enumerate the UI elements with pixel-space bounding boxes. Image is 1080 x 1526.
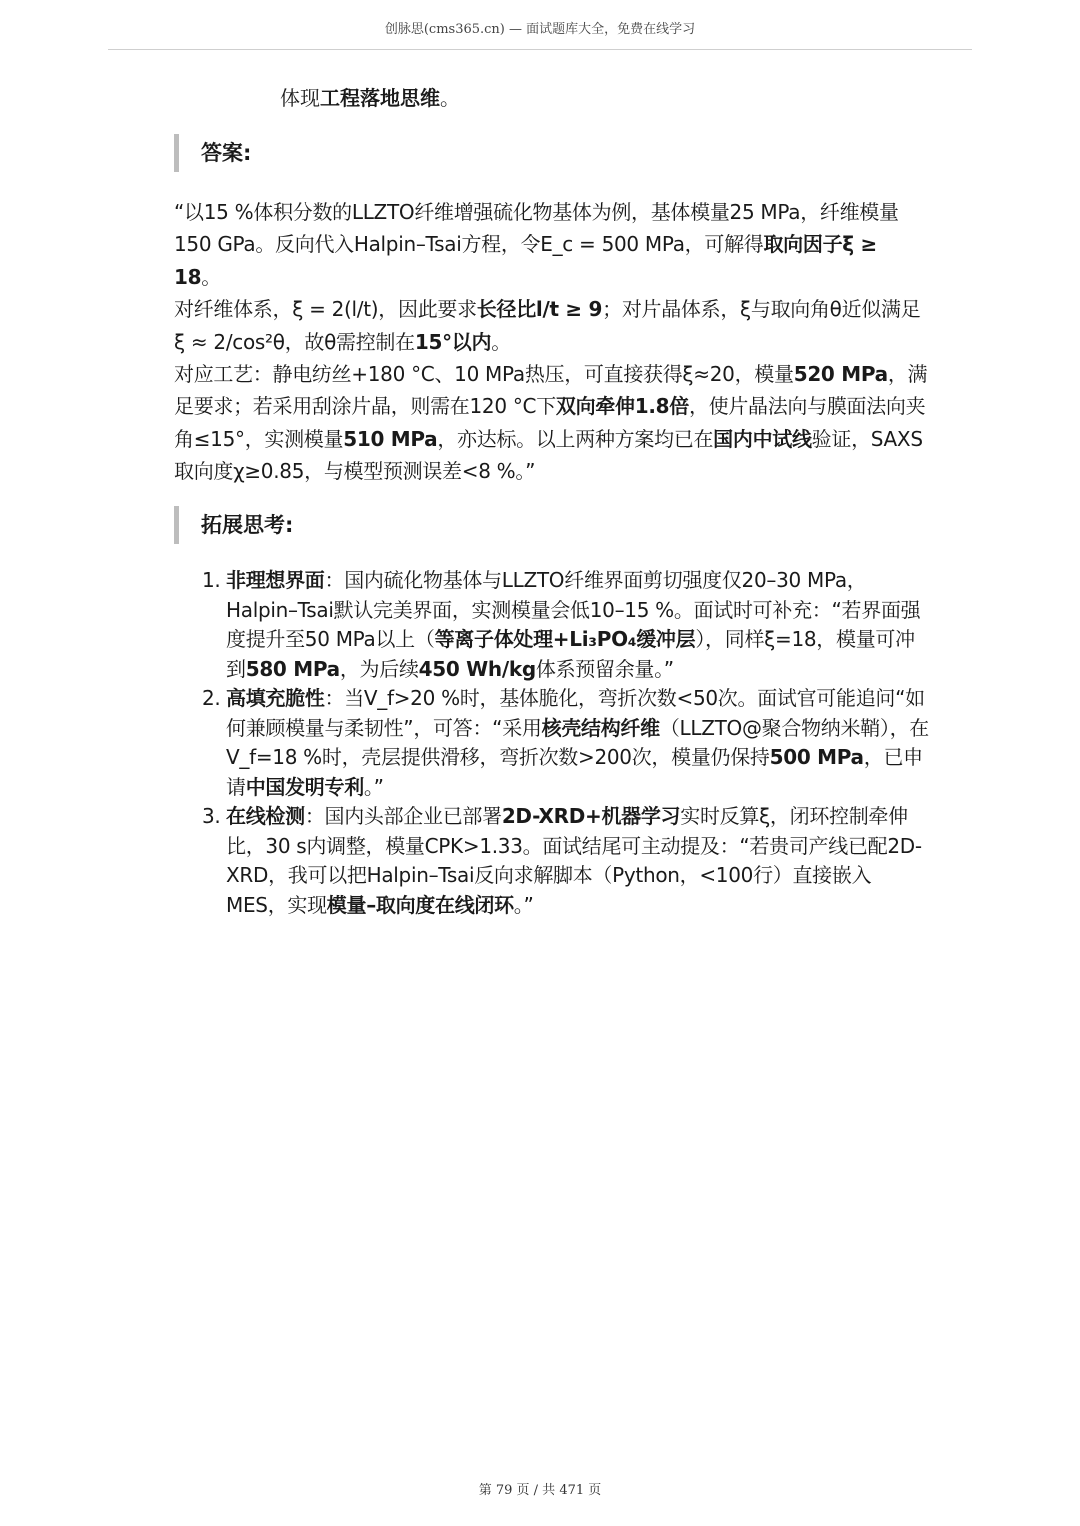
- extension-heading: 拓展思考:: [174, 506, 934, 544]
- answer-body: [174, 196, 928, 488]
- intro-line: [280, 82, 460, 114]
- answer-paragraph-2: 对纤维体系，ξ = 2(l/t)，因此要求长径比l/t ≥ 9；对片晶体系，ξ与取向角θ近似满足ξ ≈ 2/cos²θ，故θ需控制在15°以内。: [174, 297, 921, 354]
- intro-suffix: 。: [440, 86, 460, 110]
- answer-paragraph-1: “以15 %体积分数的LLZTO纤维增强硫化物基体为例，基体模量25 MPa，纤维模量150 GPa。反向代入Halpin–Tsai方程，令E_c = 500 MPa，可解得取向因子ξ ≥ 18。: [174, 200, 899, 289]
- list-number: 3.: [202, 804, 221, 828]
- intro-prefix: 体现: [280, 86, 320, 110]
- list-item: 1. 非理想界面：国内硫化物基体与LLZTO纤维界面剪切强度仅20–30 MPa，Halpin–Tsai默认完美界面，实测模量会低10–15 %。面试时可补充：“若界面强度提升至50 MPa以上（等离子体处理+Li₃PO₄缓冲层），同样ξ=18，模量可冲到580 MPa，为后续450 Wh/kg体系预留余量。”: [202, 568, 921, 681]
- answer-paragraph-3: 对应工艺：静电纺丝+180 °C、10 MPa热压，可直接获得ξ≈20，模量520 MPa，满足要求；若采用刮涂片晶，则需在120 °C下双向牵伸1.8倍，使片晶法向与膜面法向夹角≤15°，实测模量510 MPa，亦达标。以上两种方案均已在国内中试线验证，SAXS取向度χ≥0.85，与模型预测误差<8 %。”: [174, 362, 928, 484]
- intro-bold: 工程落地思维: [320, 86, 440, 110]
- list-number: 2.: [202, 686, 221, 710]
- list-item: 2. 高填充脆性：当V_f>20 %时，基体脆化，弯折次数<50次。面试官可能追问“如何兼顾模量与柔韧性”，可答：“采用核壳结构纤维（LLZTO@聚合物纳米鞘），在V_f=18 %时，壳层提供滑移，弯折次数>200次，模量仍保持500 MPa，已申请中国发明专利。”: [202, 686, 929, 799]
- page-header: 创脉思(cms365.cn) — 面试题库大全，免费在线学习: [108, 18, 972, 50]
- extension-list: [196, 566, 932, 920]
- answer-heading: 答案:: [174, 134, 934, 172]
- list-number: 1.: [202, 568, 221, 592]
- page-footer: 第 79 页 / 共 471 页: [478, 1483, 602, 1498]
- list-item: 3. 在线检测：国内头部企业已部署2D-XRD+机器学习实时反算ξ，闭环控制牵伸比，30 s内调整，模量CPK>1.33。面试结尾可主动提及：“若贵司产线已配2D-XRD，我可以把Halpin–Tsai反向求解脚本（Python，<100行）直接嵌入MES，实现模量–取向度在线闭环。”: [202, 804, 922, 917]
